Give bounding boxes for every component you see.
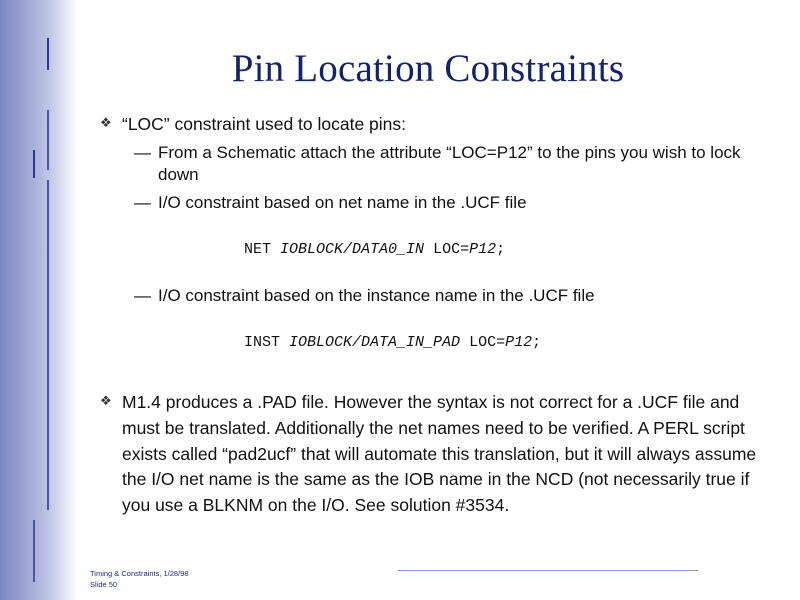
bullet-text: From a Schematic attach the attribute “LOC=P12” to the pins you wish to lock down	[158, 143, 741, 185]
footer-divider	[398, 570, 698, 571]
band-line-1	[47, 38, 49, 70]
bullet-item-loc-constraint	[96, 113, 768, 136]
code-value: P12	[505, 334, 533, 352]
bullet-item-pad-file-note	[96, 390, 768, 518]
code-keyword: NET	[244, 241, 281, 259]
code-identifier: IOBLOCK/DATA_IN_PAD	[289, 334, 461, 352]
diamond-bullet-icon: ❖	[100, 115, 112, 130]
code-terminator: ;	[496, 241, 506, 259]
bullet-item-net-name-constraint	[96, 192, 768, 214]
bullet-item-schematic-attribute	[96, 142, 768, 186]
code-value: P12	[469, 241, 497, 259]
bullet-text: “LOC” constraint used to locate pins:	[122, 114, 407, 134]
code-terminator: ;	[532, 334, 542, 352]
band-line-5	[33, 520, 35, 582]
slide-title: Pin Location Constraints	[231, 47, 625, 90]
band-line-3	[33, 150, 35, 178]
bullet-text: I/O constraint based on net name in the .UCF file	[158, 193, 527, 213]
code-keyword: INST	[244, 334, 290, 352]
code-attribute: LOC=	[424, 241, 470, 259]
bullet-item-instance-name-constraint	[96, 285, 768, 307]
band-line-2	[47, 110, 49, 170]
band-line-4	[47, 180, 49, 510]
paragraph-text: M1.4 produces a .PAD file. However the syntax is not correct for a .UCF file and must be translated. Additionally the net names need to be verified. A PERL script exists called “pad2ucf” that will automate this translation, but it will always assume the I/O net name is the same as the IOB name in the NCD (not necessarily true if you use a BLKNM on the I/O. See solution #3534.	[122, 392, 757, 515]
code-line-net	[96, 224, 768, 275]
dash-bullet-icon: —	[134, 193, 151, 213]
diamond-bullet-icon: ❖	[100, 393, 112, 409]
left-decorative-band	[0, 0, 78, 600]
footer	[90, 568, 189, 591]
bullet-text: I/O constraint based on the instance name in the .UCF file	[158, 286, 595, 306]
slide-body	[96, 113, 768, 518]
footer-line-slide-number: Slide 50	[90, 580, 118, 590]
code-attribute: LOC=	[460, 334, 506, 352]
code-identifier: IOBLOCK/DATA0_IN	[280, 241, 425, 259]
code-line-inst	[96, 317, 768, 368]
dash-bullet-icon: —	[134, 143, 151, 163]
footer-line-title: Timing & Constraints, 1/28/98	[90, 569, 189, 578]
dash-bullet-icon: —	[134, 286, 151, 306]
